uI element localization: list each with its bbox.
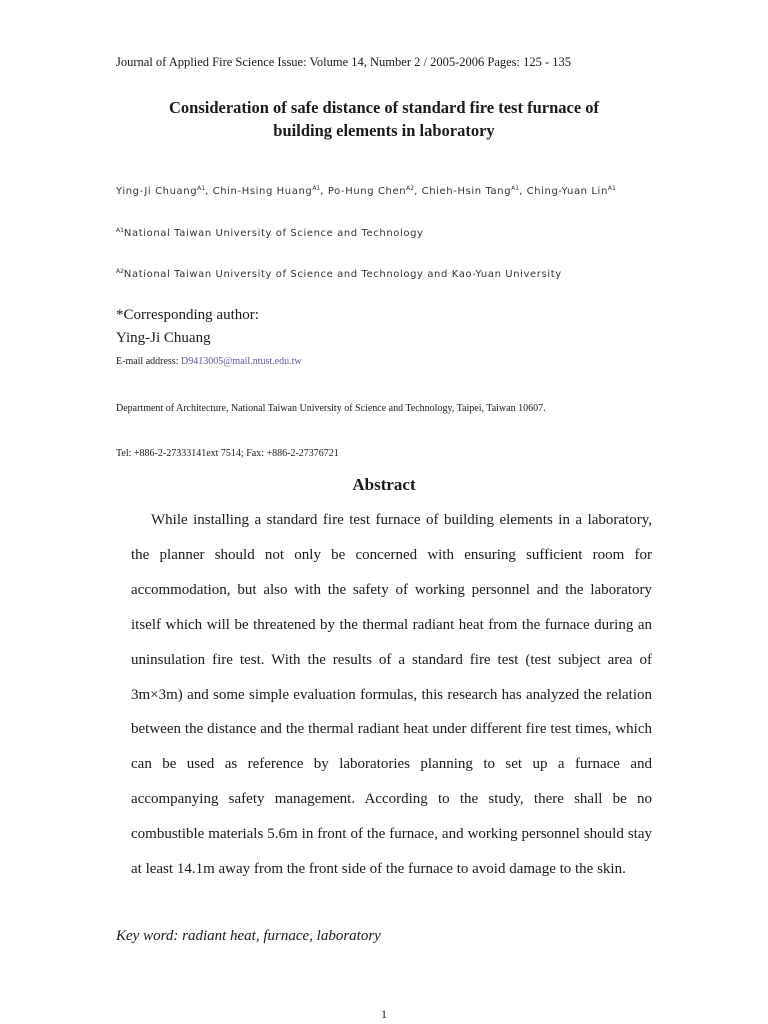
contact-phone-fax: Tel: +886-2-27333141ext 7514; Fax: +886-2-27376721 (116, 448, 339, 459)
author-name: Ching-Yuan Lin (526, 186, 608, 197)
author-affiliation-mark: A1 (511, 185, 520, 192)
author-name: Ying-Ji Chuang (116, 186, 198, 197)
author-list: Ying-Ji Chuang$^{A1}$, Chin-Hsing Huang$^{A1}$, Po-Hung Chen$^{A2}$, Chieh-Hsin Tang$^{A1}$, Ching-Yuan Lin$^{A1}$ (116, 185, 616, 197)
keywords: Key word: radiant heat, furnace, laboratory (116, 928, 381, 944)
abstract-heading: Abstract (352, 475, 416, 494)
author-name: Chieh-Hsin Tang (421, 186, 512, 197)
email-label: E-mail address: (116, 356, 179, 367)
author-name: Chin-Hsing Huang (212, 186, 313, 197)
author-affiliation-mark: A2 (406, 185, 415, 192)
affiliation-mark: A1 (116, 227, 124, 234)
author-name: Po-Hung Chen (327, 186, 407, 197)
abstract-body: While installing a standard fire test furnace of building elements in a laboratory, the planner should not only be concerned with ensuring sufficient room for accommodation, but also with the safety of working personnel and the laboratory itself which will be threatened by the thermal radiant heat from the furnace during an uninsulation fire test. With the results of a standard fire test (test subject area of 3m×3m) and some simple evaluation formulas, this research has analyzed the relation between the distance and the thermal radiant heat under different fire test times, which can be used as reference by laboratories planning to set up a furnace and accompanying safety management. According to the study, there shall be no combustible materials 5.6m in front of the furnace, and working personnel should stay at least 14.1m away from the front side of the furnace to avoid damage to the skin. (131, 512, 652, 878)
affiliation-a1 (116, 227, 424, 239)
affiliation-a2 (116, 268, 562, 280)
author-affiliation-mark: A1 (607, 185, 616, 192)
author-affiliation-mark: A1 (312, 185, 321, 192)
title-line-1: Consideration of safe distance of standard fire test furnace of (168, 98, 600, 117)
corresponding-name: Ying-Ji Chuang (116, 330, 211, 346)
author-affiliation-mark: A1 (197, 185, 206, 192)
page-number: 1 (381, 1007, 387, 1021)
email-line (116, 356, 302, 367)
affiliation-mark: A2 (116, 268, 124, 275)
paper-title (84, 96, 684, 142)
journal-citation: Journal of Applied Fire Science Issue: Volume 14, Number 2 / 2005-2006 Pages: 125 - 135 (116, 55, 572, 69)
affiliation-text: National Taiwan University of Science and Technology (123, 228, 424, 239)
email-link[interactable]: D9413005@mail.ntust.edu.tw (180, 356, 302, 367)
title-line-2: building elements in laboratory (273, 121, 495, 140)
corresponding-heading: *Corresponding author: (116, 307, 259, 323)
department-address: Department of Architecture, National Taiwan University of Science and Technology, Taipei, Taiwan 10607. (116, 403, 546, 414)
affiliation-text: National Taiwan University of Science and Technology and Kao-Yuan University (123, 269, 562, 280)
